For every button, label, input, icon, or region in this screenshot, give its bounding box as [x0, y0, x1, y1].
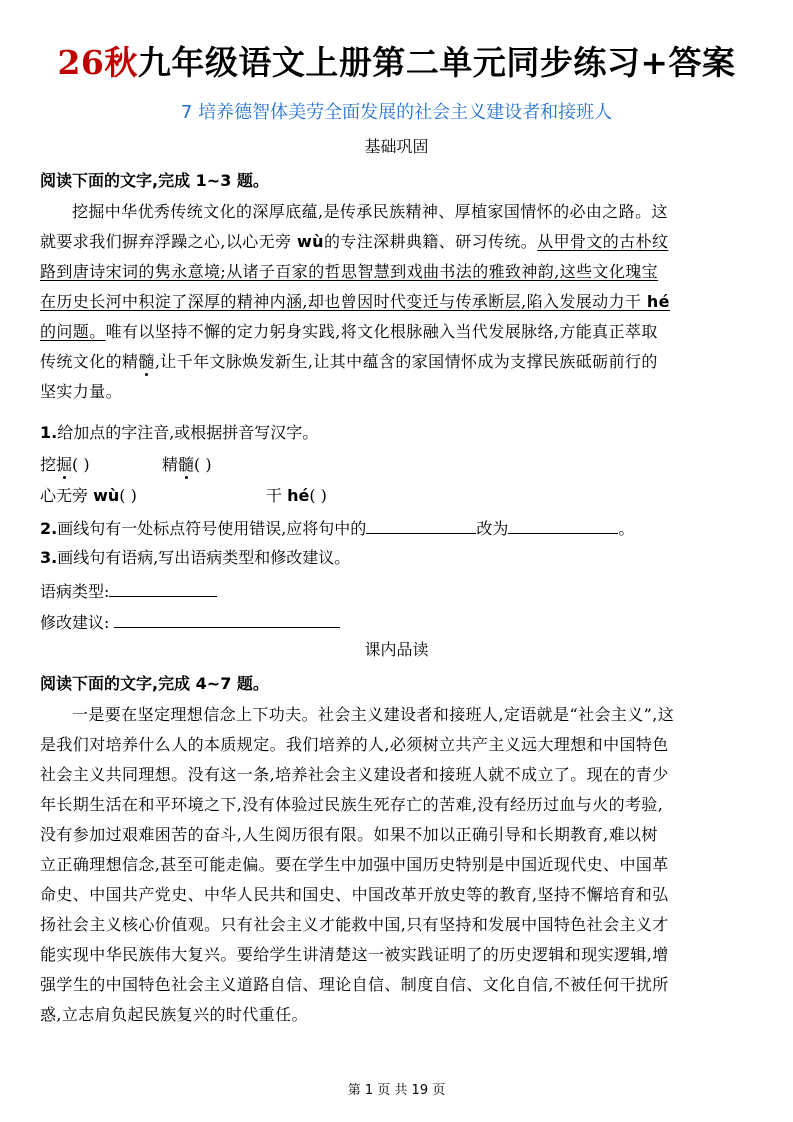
passage-2-line: 扬社会主义核心价值观。只有社会主义才能救中国,只有坚持和发展中国特色社会主义才 [40, 915, 669, 934]
instruction-4-7: 阅读下面的文字,完成 4~7 题。 [40, 674, 269, 693]
lesson-subtitle: 7 培养德智体美劳全面发展的社会主义建设者和接班人 [180, 102, 613, 123]
passage-2-line: 命史、中国共产党史、中华人民共和国史、中国改革开放史等的教育,坚持不懈培育和弘 [40, 885, 669, 904]
passage-2-line: 没有参加过艰难困苦的奋斗,人生阅历很有限。如果不加以正确引导和长期教育,难以树 [40, 825, 658, 844]
passage-2-line: 能实现中华民族伟大复兴。要给学生讲清楚这一被实践证明了的历史逻辑和现实逻辑,增 [40, 945, 669, 964]
underlined-sentence: 从甲骨文的古朴纹 [537, 232, 669, 251]
dotted-character: 髓 [138, 352, 155, 371]
passage-2-line: 立正确理想信念,甚至可能走偏。要在学生中加强中国历史特别是中国近现代史、中国革 [40, 855, 669, 874]
passage-2-line: 惑,立志肩负起民族复兴的时代重任。 [40, 1005, 308, 1024]
section-heading-basic: 基础巩固 [364, 137, 429, 156]
passage-1-line-7: 坚实力量。 [40, 382, 123, 401]
document-title [0, 40, 793, 86]
question-2: 2.画线句有一处标点符号使用错误,应将句中的 改为 。 [40, 515, 634, 541]
passage-2-line: 是我们对培养什么人的本质规定。我们培养的人,必须树立共产主义远大理想和中国特色 [40, 735, 669, 754]
passage-1-line-6: 传统文化的精髓,让千年文脉焕发新生,让其中蕴含的家国情怀成为支撑民族砥砺前行的 [40, 352, 658, 371]
passage-1-line-2: 就要求我们摒弃浮躁之心,以心无旁 wù的专注深耕典籍、研习传统。从甲骨文的古朴纹 [40, 232, 669, 251]
question-1: 1.给加点的字注音,或根据拼音写汉字。 [40, 423, 319, 442]
question-1-items-row-1: 挖掘( ) [40, 455, 90, 474]
answer-blank[interactable] [109, 578, 217, 597]
instruction-1-3: 阅读下面的文字,完成 1~3 题。 [40, 171, 269, 190]
question-1-item-3: 心无旁 wù( ) [40, 486, 137, 505]
passage-1-line-5: 的问题。唯有以坚持不懈的定力躬身实践,将文化根脉融入当代发展脉络,方能真正萃取 [40, 322, 658, 341]
title-highlight: 26秋 [57, 43, 138, 82]
passage-1 [40, 197, 752, 407]
passage-1-line-3: 路到唐诗宋词的隽永意境;从诸子百家的哲思智慧到戏曲书法的雅致神韵,这些文化瑰宝 [40, 262, 659, 281]
question-1-item-4: 干 hé( ) [266, 486, 327, 505]
page-footer: 第 1 页 共 19 页 [347, 1083, 446, 1098]
passage-2-line: 年长期生活在和平环境之下,没有体验过民族生死存亡的苦难,没有经历过血与火的考验, [40, 795, 664, 814]
title-text: 九年级语文上册第二单元同步练习+答案 [137, 43, 736, 82]
answer-blank[interactable] [366, 515, 476, 534]
question-3-suggestion: 修改建议: [40, 609, 340, 635]
passage-2-line: 一是要在坚定理想信念上下功夫。社会主义建设者和接班人,定语就是“社会主义”,这 [72, 705, 675, 724]
section-heading-reading: 课内品读 [364, 640, 429, 659]
question-3-type: 语病类型: [40, 578, 217, 604]
passage-2-line: 社会主义共同理想。没有这一条,培养社会主义建设者和接班人就不成立了。现在的青少 [40, 765, 669, 784]
answer-blank[interactable] [508, 515, 618, 534]
answer-blank[interactable] [114, 609, 340, 628]
passage-2-line: 强学生的中国特色社会主义道路自信、理论自信、制度自信、文化自信,不被任何干扰所 [40, 975, 669, 994]
passage-1-line-1: 挖掘中华优秀传统文化的深厚底蕴,是传承民族精神、厚植家国情怀的必由之路。这 [72, 202, 668, 221]
question-3: 3.画线句有语病,写出语病类型和修改建议。 [40, 548, 351, 567]
passage-2 [40, 700, 752, 1030]
passage-1-line-4: 在历史长河中积淀了深厚的精神内涵,却也曾因时代变迁与传承断层,陷入发展动力干 hé [40, 292, 670, 311]
question-1-item-2: 精髓( ) [162, 455, 212, 474]
